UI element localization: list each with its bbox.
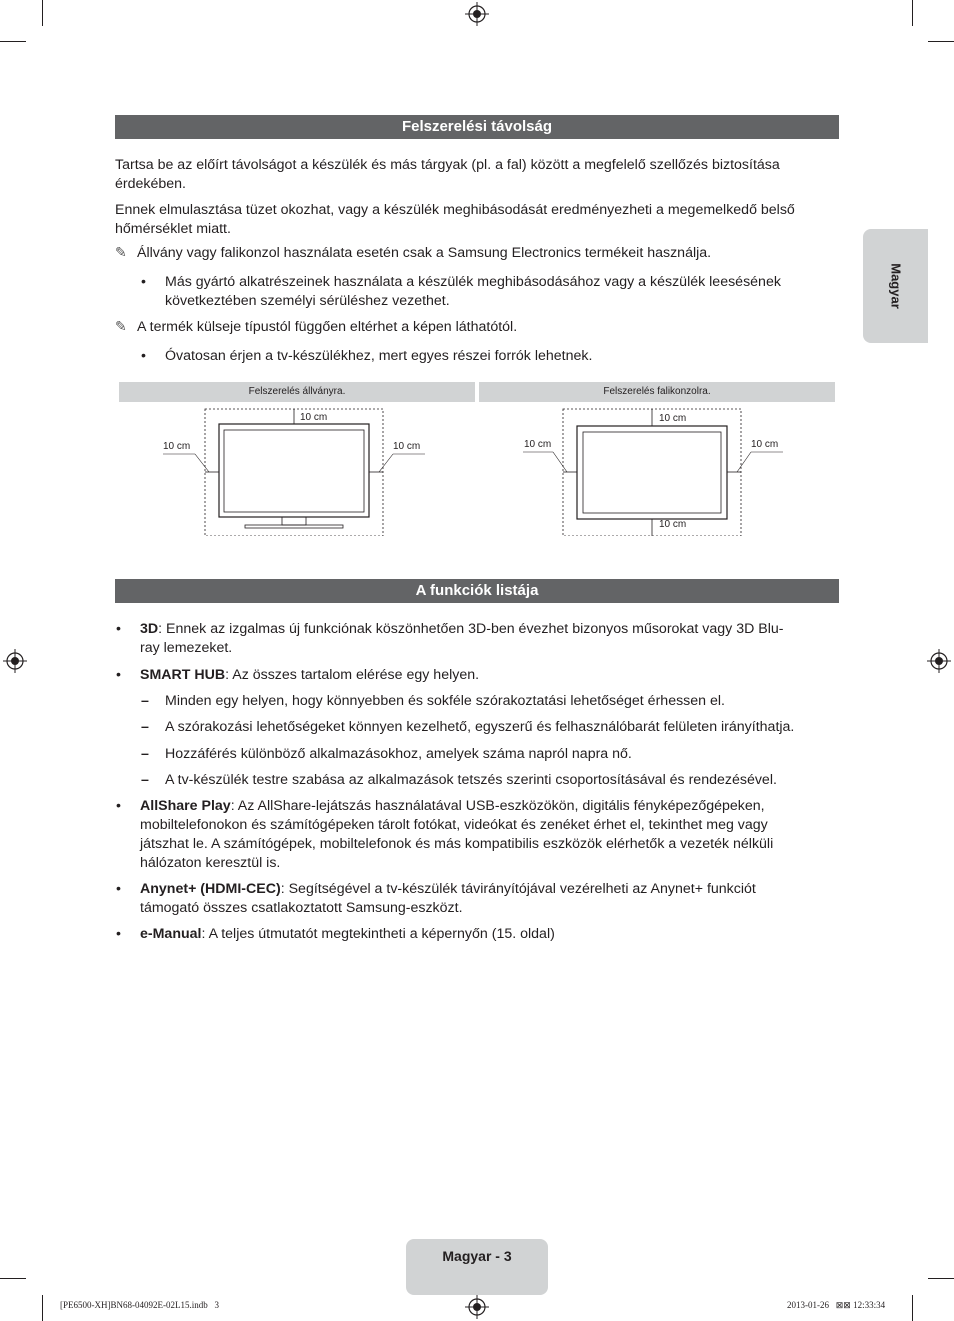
bullet-icon: • bbox=[141, 348, 146, 364]
feature-text-line: : Segítségével a tv-készülék távirányítójával vezérelheti az Anynet+ funkciót bbox=[280, 881, 756, 897]
language-side-tab-label: Magyar bbox=[888, 263, 903, 309]
feature-label: Anynet+ (HDMI-CEC) bbox=[140, 881, 281, 897]
feature-label: AllShare Play bbox=[140, 798, 231, 814]
feature-label: e-Manual bbox=[140, 926, 202, 942]
section-heading-features: A funkciók listája bbox=[115, 579, 839, 603]
feature-text-line: : Az AllShare-lejátszás használatával USB-eszközökön, digitális fényképezőgépeken, bbox=[230, 798, 765, 814]
crop-mark bbox=[928, 1278, 954, 1279]
feature-description bbox=[140, 620, 784, 639]
paragraph-keep-distance: Tartsa be az előírt távolságot a készülék és más tárgyak (pl. a fal) között a megfelelő szellőzés biztosítása érdekében. bbox=[115, 157, 780, 192]
stand-installation-diagram bbox=[119, 404, 475, 536]
distance-label-bottom: 10 cm bbox=[659, 519, 687, 530]
bullet-icon: • bbox=[141, 274, 146, 290]
crop-mark bbox=[0, 41, 26, 42]
distance-label-right: 10 cm bbox=[393, 441, 421, 452]
note-samsung-parts bbox=[115, 244, 711, 263]
page-number-label: Magyar - 3 bbox=[442, 1248, 512, 1264]
bullet-icon: • bbox=[116, 881, 121, 897]
list-item-anynet bbox=[116, 880, 841, 920]
note-text: A termék külseje típustól függően eltérhet a képen láthatótól. bbox=[137, 319, 518, 335]
print-footer-timestamp: 2013-01-26 ⊠⊠ 12:33:34 bbox=[787, 1300, 886, 1310]
dash-icon: – bbox=[141, 746, 149, 762]
distance-label-left: 10 cm bbox=[524, 439, 552, 450]
list-item-text: Óvatosan érjen a tv-készülékhez, mert egyes részei forrók lehetnek. bbox=[165, 348, 593, 364]
note-appearance bbox=[115, 318, 517, 337]
feature-text-line: : Ennek az izgalmas új funkciónak köszönhetően 3D-ben évezhet bizonyos műsorokat vagy 3D Blu- bbox=[158, 621, 784, 637]
feature-label: 3D bbox=[140, 621, 159, 637]
sub-list-item-text: A szórakozási lehetőségeket könnyen kezelhető, egyszerű és felhasználóbarát felületen irányíthatja. bbox=[165, 719, 795, 735]
distance-label-left: 10 cm bbox=[163, 441, 191, 452]
dash-icon: – bbox=[141, 772, 149, 788]
note-pencil-icon: ✎ bbox=[115, 245, 127, 261]
figure-heading-stand: Felszerelés állványra. bbox=[119, 382, 475, 402]
sub-list-item-text: A tv-készülék testre szabása az alkalmazások tetszés szerinti csoportosításával és rendezésével. bbox=[165, 772, 777, 788]
figure-heading-wall: Felszerelés falikonzolra. bbox=[479, 382, 835, 402]
dash-icon: – bbox=[141, 693, 149, 709]
crop-mark bbox=[912, 1295, 913, 1321]
bullet-icon: • bbox=[116, 621, 121, 637]
feature-description bbox=[140, 666, 479, 685]
list-item-smart-hub bbox=[116, 666, 841, 686]
feature-description bbox=[140, 880, 756, 899]
section-heading-install-distance: Felszerelési távolság bbox=[115, 115, 839, 139]
wall-mount-installation-diagram bbox=[479, 404, 835, 536]
sub-list-item-text: Hozzáférés különböző alkalmazásokhoz, amelyek száma napról napra nő. bbox=[165, 746, 632, 762]
list-item-e-manual bbox=[116, 925, 841, 945]
print-footer-file: [PE6500-XH]BN68-04092E-02L15.indb 3 bbox=[60, 1300, 219, 1310]
list-item bbox=[141, 347, 841, 367]
sub-list-item bbox=[141, 718, 841, 738]
sub-list-item bbox=[141, 692, 841, 712]
language-side-tab bbox=[863, 229, 928, 343]
sub-list-item bbox=[141, 771, 841, 791]
distance-label-right: 10 cm bbox=[751, 439, 779, 450]
feature-text-line: hálózaton keresztül is. bbox=[140, 855, 281, 871]
note-pencil-icon: ✎ bbox=[115, 319, 127, 335]
sub-list-item-text: Minden egy helyen, hogy könnyebben és sokféle szórakoztatási lehetőséget érhessen el. bbox=[165, 693, 725, 709]
note-text: Állvány vagy falikonzol használata esetén csak a Samsung Electronics termékeit használja. bbox=[137, 245, 712, 261]
list-item-allshare-play bbox=[116, 797, 841, 875]
feature-text-line: : A teljes útmutatót megtekintheti a képernyőn (15. oldal) bbox=[201, 926, 555, 942]
crop-mark bbox=[42, 1295, 43, 1321]
feature-text-line: támogató összes csatlakoztatott Samsung-eszközt. bbox=[140, 900, 463, 916]
bullet-icon: • bbox=[116, 667, 121, 683]
feature-label: SMART HUB bbox=[140, 667, 226, 683]
paragraph-fire-warning: Ennek elmulasztása tüzet okozhat, vagy a készülék meghibásodását eredményezheti a megemelkedő belső hőmérséklet miatt. bbox=[115, 202, 795, 237]
page-number-tab bbox=[406, 1239, 548, 1295]
list-item-text-line: Más gyártó alkatrészeinek használata a készülék meghibásodásához vagy a készülék leesésének bbox=[165, 274, 781, 290]
dash-icon: – bbox=[141, 719, 149, 735]
registration-mark-icon bbox=[3, 649, 27, 673]
registration-mark-icon bbox=[465, 2, 489, 26]
list-item-text-line: következtében személyi sérüléshez vezethet. bbox=[165, 293, 450, 309]
feature-text-line: : Az összes tartalom elérése egy helyen. bbox=[225, 667, 480, 683]
registration-mark-icon bbox=[927, 649, 951, 673]
sub-list-item bbox=[141, 745, 841, 765]
feature-text-line: ray lemezeket. bbox=[140, 640, 233, 656]
crop-mark bbox=[42, 0, 43, 26]
crop-mark bbox=[912, 0, 913, 26]
feature-text-line: játszhat le. A számítógépek, mobiltelefonok és más kompatibilis eszközök elérhetők a vezeték nélküli bbox=[140, 836, 774, 852]
list-item-3d bbox=[116, 620, 841, 660]
distance-label-top: 10 cm bbox=[659, 413, 687, 424]
bullet-icon: • bbox=[116, 926, 121, 942]
feature-text-line: mobiltelefonokon és számítógépeken tárolt fotókat, videókat és zenéket érhet el, tekinthet meg vagy bbox=[140, 817, 768, 833]
crop-mark bbox=[928, 41, 954, 42]
feature-description bbox=[140, 925, 555, 944]
crop-mark bbox=[0, 1278, 26, 1279]
feature-description bbox=[140, 797, 765, 816]
distance-label-top: 10 cm bbox=[300, 412, 328, 423]
registration-mark-icon bbox=[465, 1295, 489, 1319]
bullet-icon: • bbox=[116, 798, 121, 814]
list-item bbox=[141, 273, 841, 313]
